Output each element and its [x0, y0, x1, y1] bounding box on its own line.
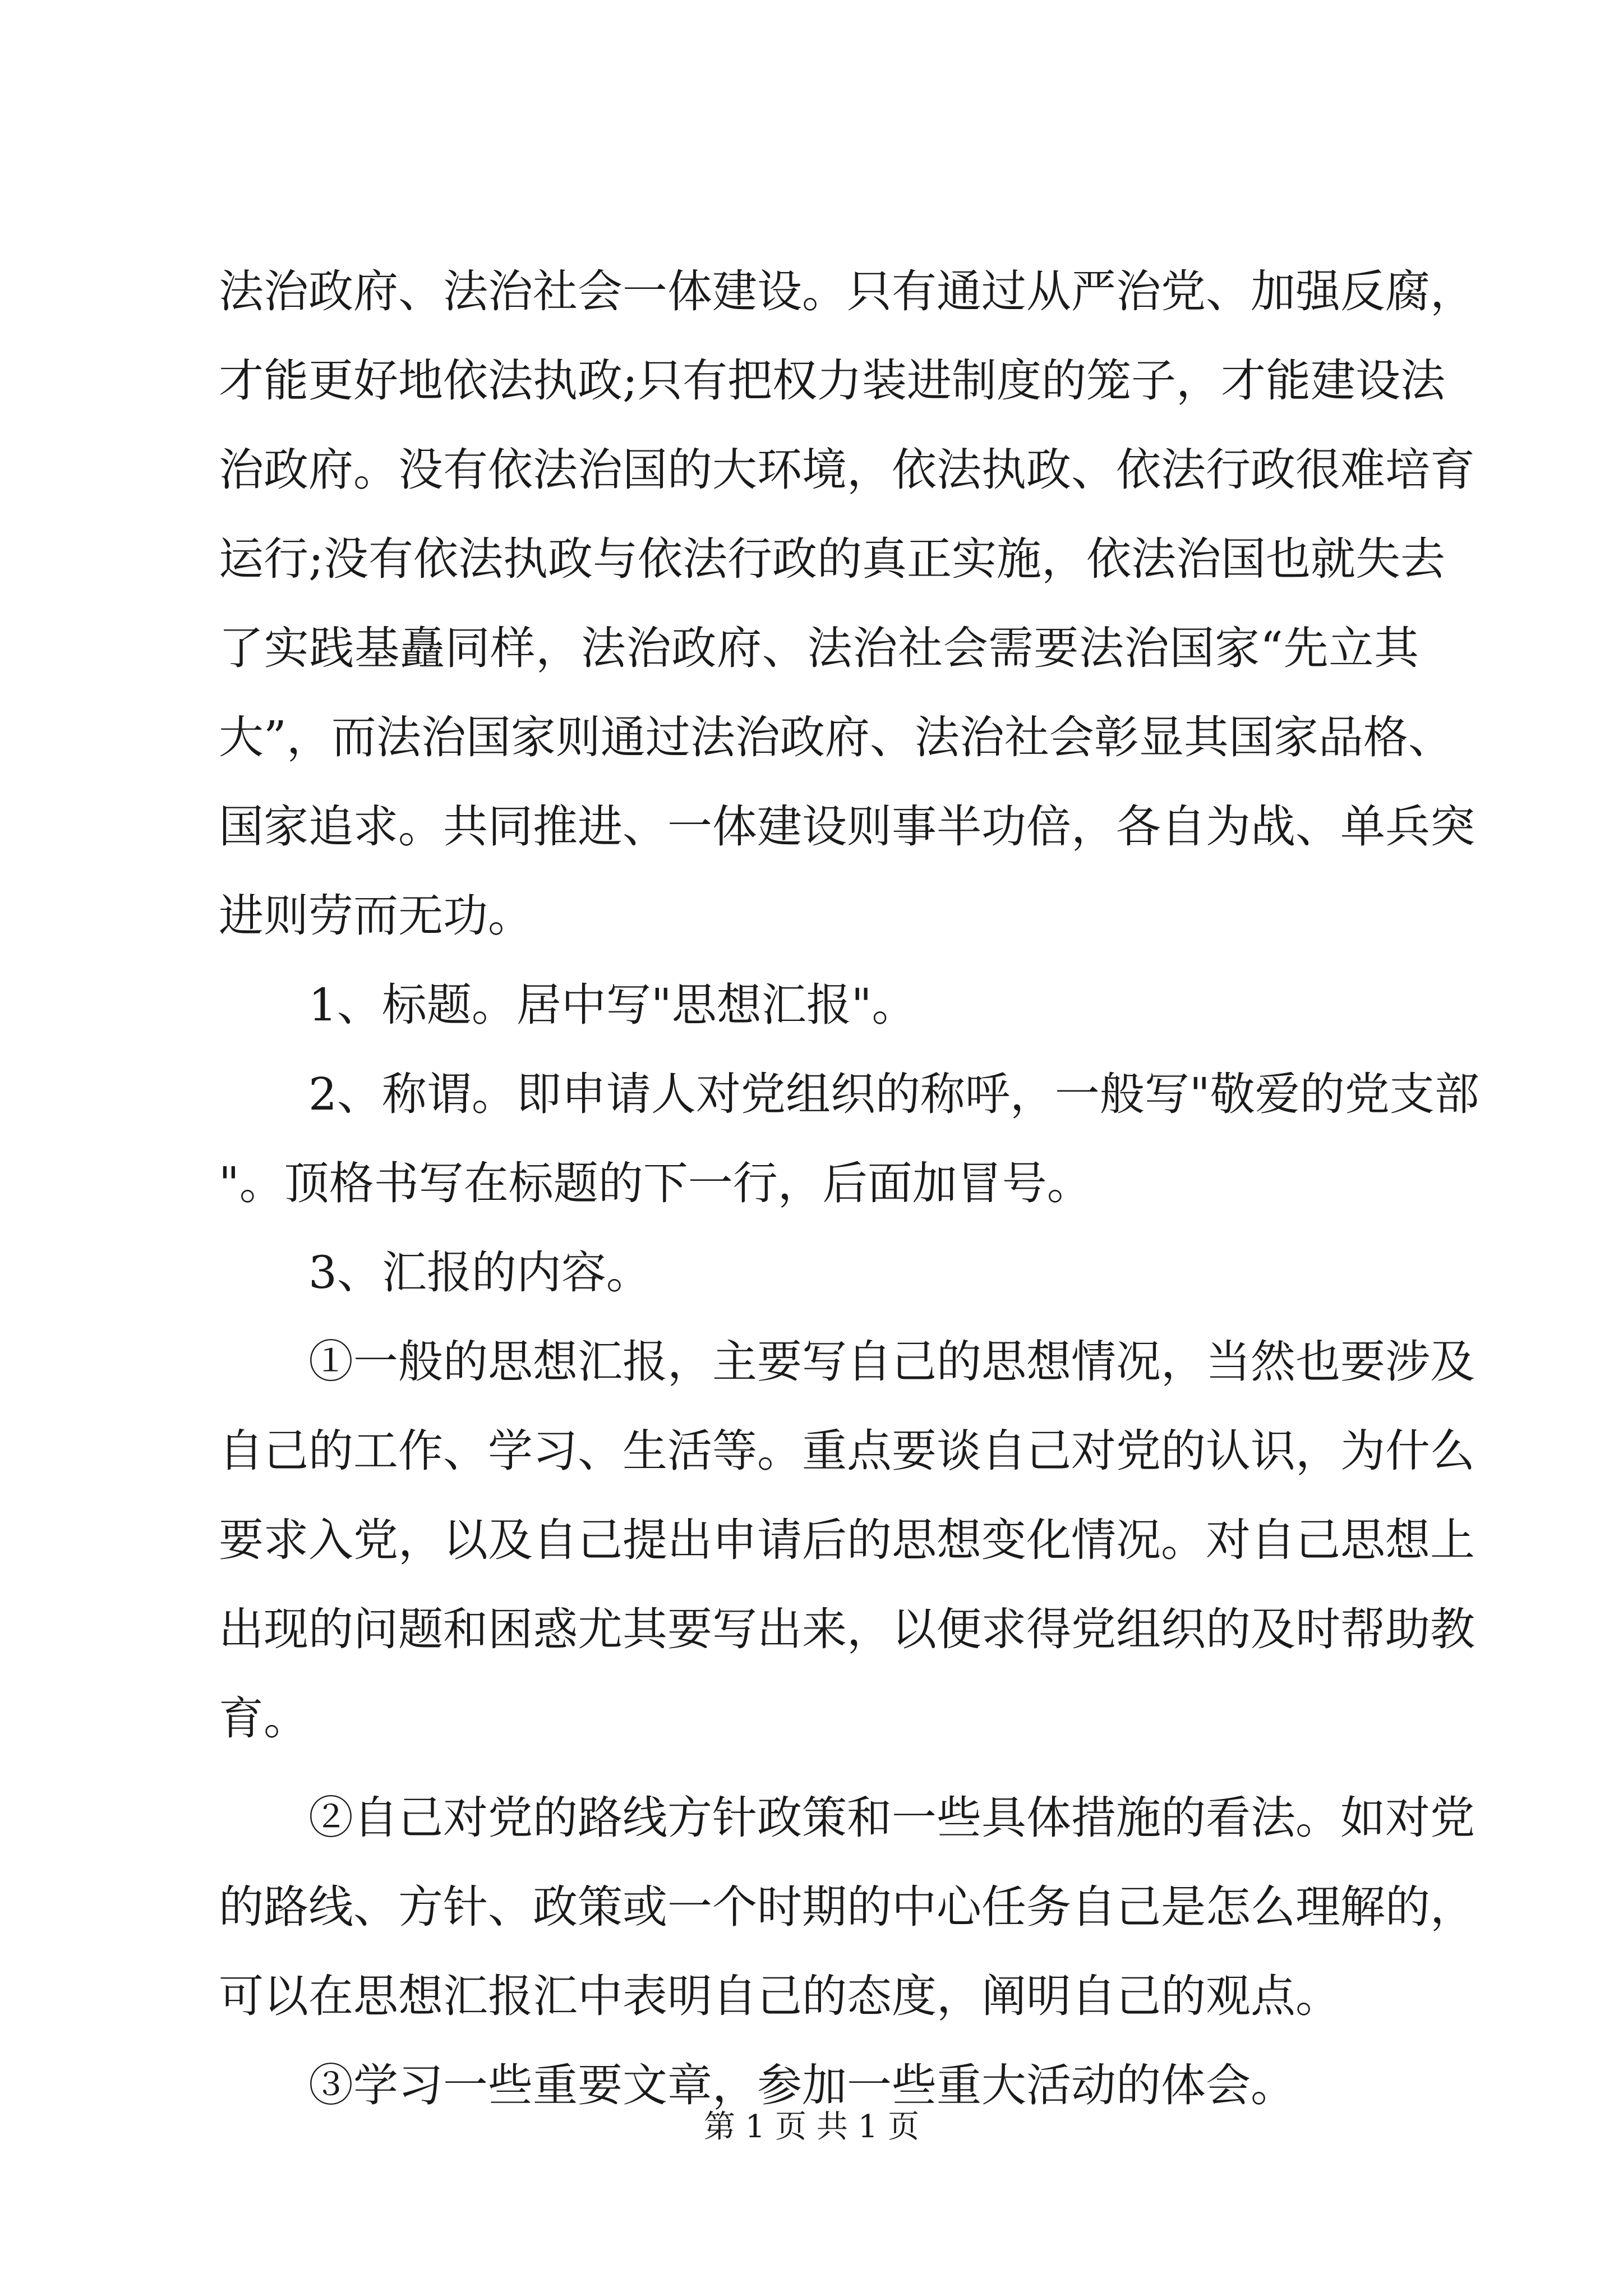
- text-line: 进则劳而无功。: [219, 890, 533, 942]
- text-line: 要求入党，以及自己提出申请后的思想变化情况。对自己思想上: [219, 1514, 1475, 1566]
- text-line: ②自己对党的路线方针政策和一些具体措施的看法。如对党: [308, 1792, 1475, 1844]
- text-line: 育。: [219, 1692, 308, 1745]
- text-line: 1、标题。居中写"思想汇报"。: [308, 979, 917, 1031]
- text-line: ①一般的思想汇报，主要写自己的思想情况，当然也要涉及: [308, 1336, 1475, 1388]
- text-line: 的路线、方针、政策或一个时期的中心任务自己是怎么理解的，: [219, 1881, 1475, 1933]
- text-line: 大”，而法治国家则通过法治政府、法治社会彰显其国家品格、: [219, 711, 1453, 763]
- text-line: 2、称谓。即申请人对党组织的称呼，一般写"敬爱的党支部: [308, 1068, 1479, 1120]
- text-line: 法治政府、法治社会一体建设。只有通过从严治党、加强反腐，: [219, 265, 1475, 318]
- page-number-footer: 第 1 页 共 1 页: [703, 2109, 920, 2145]
- text-line: 出现的问题和困惑尤其要写出来，以便求得党组织的及时帮助教: [219, 1603, 1475, 1655]
- text-line: 运行;没有依法执政与依法行政的真正实施，依法治国也就失去: [219, 533, 1445, 585]
- text-line: 3、汇报的内容。: [308, 1246, 651, 1299]
- text-line: 自己的工作、学习、生活等。重点要谈自己对党的认识，为什么: [219, 1425, 1475, 1477]
- text-line: 才能更好地依法执政;只有把权力装进制度的笼子，才能建设法: [219, 355, 1445, 407]
- text-line: 国家追求。共同推进、一体建设则事半功倍，各自为战、单兵突: [219, 800, 1475, 853]
- text-line: 治政府。没有依法治国的大环境，依法执政、依法行政很难培育: [219, 444, 1475, 496]
- text-line: 可以在思想汇报汇中表明自己的态度，阐明自己的观点。: [219, 1970, 1340, 2022]
- text-line: "。顶格书写在标题的下一行，后面加冒号。: [219, 1157, 1092, 1209]
- text-line: 了实践基矗同样，法治政府、法治社会需要法治国家“先立其: [219, 622, 1419, 674]
- body-text: [219, 247, 1479, 2130]
- text-line: ③学习一些重要文章，参加一些重大活动的体会。: [308, 2059, 1295, 2111]
